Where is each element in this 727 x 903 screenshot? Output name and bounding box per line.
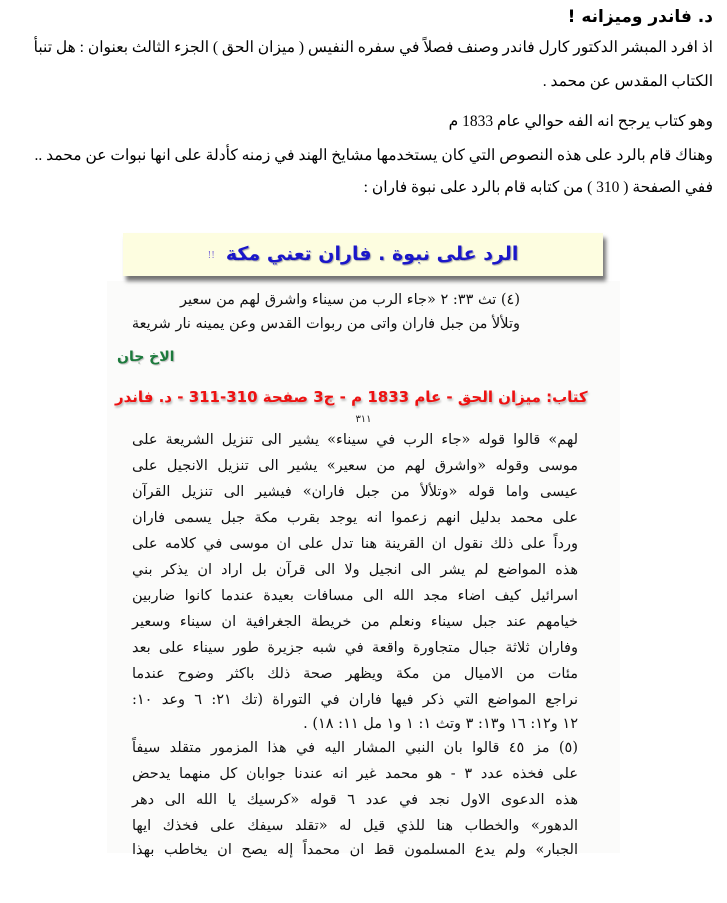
scan-line: الجبار» ولم يدع المسلمون قط ان محمداً إله يصح ان يخاطب بهذا [132,842,578,858]
banner-title: الرد على نبوة . فاران تعني مكة [225,243,519,265]
scan-line: وفاران ثلاثة جبال متجاورة واقعة في شبه جزيرة طور سيناء على بعد [132,640,578,656]
scan-line: ١٢ و١٢: ١٦ و١٣: ٣ وتث ١: ١ و١ مل ١١: ١٨) . [303,716,578,732]
intro-paragraph-4: ففي الصفحة ( 310 ) من كتابه قام بالرد على نبوة فاران : [363,179,713,196]
post-title: د. فاندر وميزانه ! [567,7,713,27]
scan-line: على محمد بدليل انهم زعموا انه يوجد بقرب مكة جبل يسمى فاران [132,510,578,526]
scan-line: موسى وقوله «واشرق لهم من سعير» يشير الى تنزيل الانجيل على [132,458,578,474]
scan-line: عيسى واما قوله «وتلألأ من جبل فاران» فيشير الى تنزيل القرآن [132,484,578,500]
scan-line: نراجع المواضع التي ذكر فيها فاران في التوراة (تك ٢١: ٦ وعد ١٠: [132,692,579,708]
source-caption: كتاب: ميزان الحق - عام 1833 م - ج3 صفحة 310-311 - د. فاندر [115,388,588,406]
scan-line: مئات من الاميال من مكة ويظهر صحة ذلك باكثر وضوح عندما [132,666,578,682]
intro-paragraph-1: اذ افرد المبشر الدكتور كارل فاندر وصنف فصلاً في سفره النفيس ( ميزان الحق ) الجزء الثالث بعنوان : هل تنبأ [33,39,713,56]
scan-line: الدهور» والخطاب هنا للذي قيل له «تقلد سيفك على فخذك ايها [132,818,578,834]
scan-line: ورداً على ذلك نقول ان القرينة هنا تدل على ان موسى في كلامه على [132,536,578,552]
scan-line: خيامهم عند جبل سيناء ونعلم من خريطة الجغرافية ان سيناء وسعير [132,614,578,630]
scan-line: اسرائيل كيف اضاء مجد الله الى مسافات بعيدة عندما كانوا ضاربين [132,588,578,604]
scan-line: هذه المواضع لم يشر الى انجيل ولا الى قرآن بل اراد ان يذكر بني [132,562,578,578]
intro-paragraph-1-continued: الكتاب المقدس عن محمد . [542,73,713,90]
scan-line: لهم» قالوا قوله «جاء الرب في سيناء» يشير الى تنزيل الشريعة على [132,432,578,448]
scan-line: (٥) مز ٤٥ قالوا بان النبي المشار اليه في هذا المزمور متقلد سيفاً [132,740,578,756]
intro-paragraph-2: وهو كتاب يرجح انه الفه حوالي عام 1833 م [448,113,713,130]
banner [123,233,603,276]
scanned-page [107,281,620,858]
banner-exclamation-marks: !! [207,250,215,261]
scan-line: على فخذه عدد ٣ - هو محمد غير انه عندنا جوابان كل منهما يدحض [132,766,579,782]
intro-paragraph-3: وهناك قام بالرد على هذه النصوص التي كان يستخدمها مشايخ الهند في زمنه كأدلة على انها نبوات عن محمد .. [34,147,713,164]
author-note: الاخ جان [117,349,175,365]
scanned-book-excerpt-image [107,233,620,858]
scan-top-line-2: وتلألأ من جبل فاران واتى من ربوات القدس وعن يمينه نار شريعة [131,316,520,332]
scan-top-line-1: (٤) تث ٣٣: ٢ «جاء الرب من سيناء واشرق لهم من سعير [180,292,520,308]
scan-line: هذه الدعوى الاول نجد في عدد ٦ قوله «كرسيك يا الله الى دهر [132,792,578,808]
page-number: ٣١١ [355,414,372,425]
